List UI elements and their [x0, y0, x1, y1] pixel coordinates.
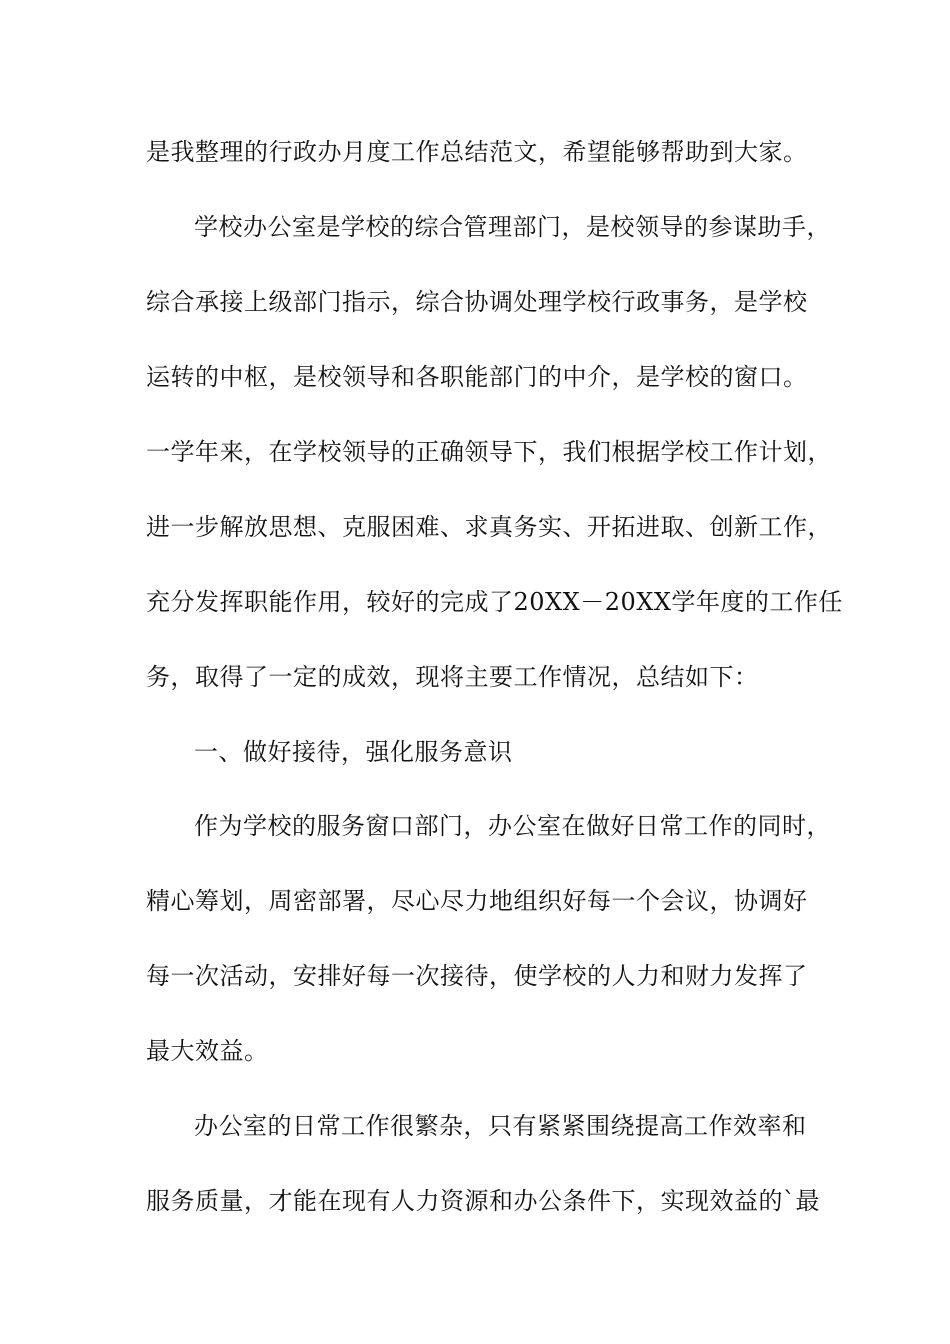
section-heading: 一、做好接待，强化服务意识 — [194, 738, 513, 766]
paragraph-line: 务，取得了一定的成效，现将主要工作情况，总结如下： — [146, 663, 759, 691]
paragraph-line: 是我整理的行政办月度工作总结范文，希望能够帮助到大家。 — [146, 138, 808, 166]
paragraph-line: 一学年来，在学校领导的正确领导下，我们根据学校工作计划， — [146, 438, 832, 466]
paragraph-line: 学校办公室是学校的综合管理部门，是校领导的参谋助手， — [194, 213, 831, 241]
paragraph-line: 每一次活动，安排好每一次接待，使学校的人力和财力发挥了 — [146, 962, 808, 990]
paragraph-line: 最大效益。 — [146, 1037, 269, 1065]
paragraph-line: 服务质量，才能在现有人力资源和办公条件下，实现效益的`最 — [146, 1187, 820, 1215]
paragraph-line: 充分发挥职能作用，较好的完成了20XX－20XX学年度的工作任 — [146, 588, 843, 616]
paragraph-line: 作为学校的服务窗口部门，办公室在做好日常工作的同时， — [194, 812, 831, 840]
paragraph-line: 综合承接上级部门指示，综合协调处理学校行政事务，是学校 — [146, 288, 808, 316]
paragraph-line: 进一步解放思想、克服困难、求真务实、开拓进取、创新工作， — [146, 513, 832, 541]
paragraph-line: 办公室的日常工作很繁杂，只有紧紧围绕提高工作效率和 — [194, 1112, 807, 1140]
paragraph-line: 精心筹划，周密部署，尽心尽力地组织好每一个会议，协调好 — [146, 887, 808, 915]
paragraph-line: 运转的中枢，是校领导和各职能部门的中介，是学校的窗口。 — [146, 363, 808, 391]
